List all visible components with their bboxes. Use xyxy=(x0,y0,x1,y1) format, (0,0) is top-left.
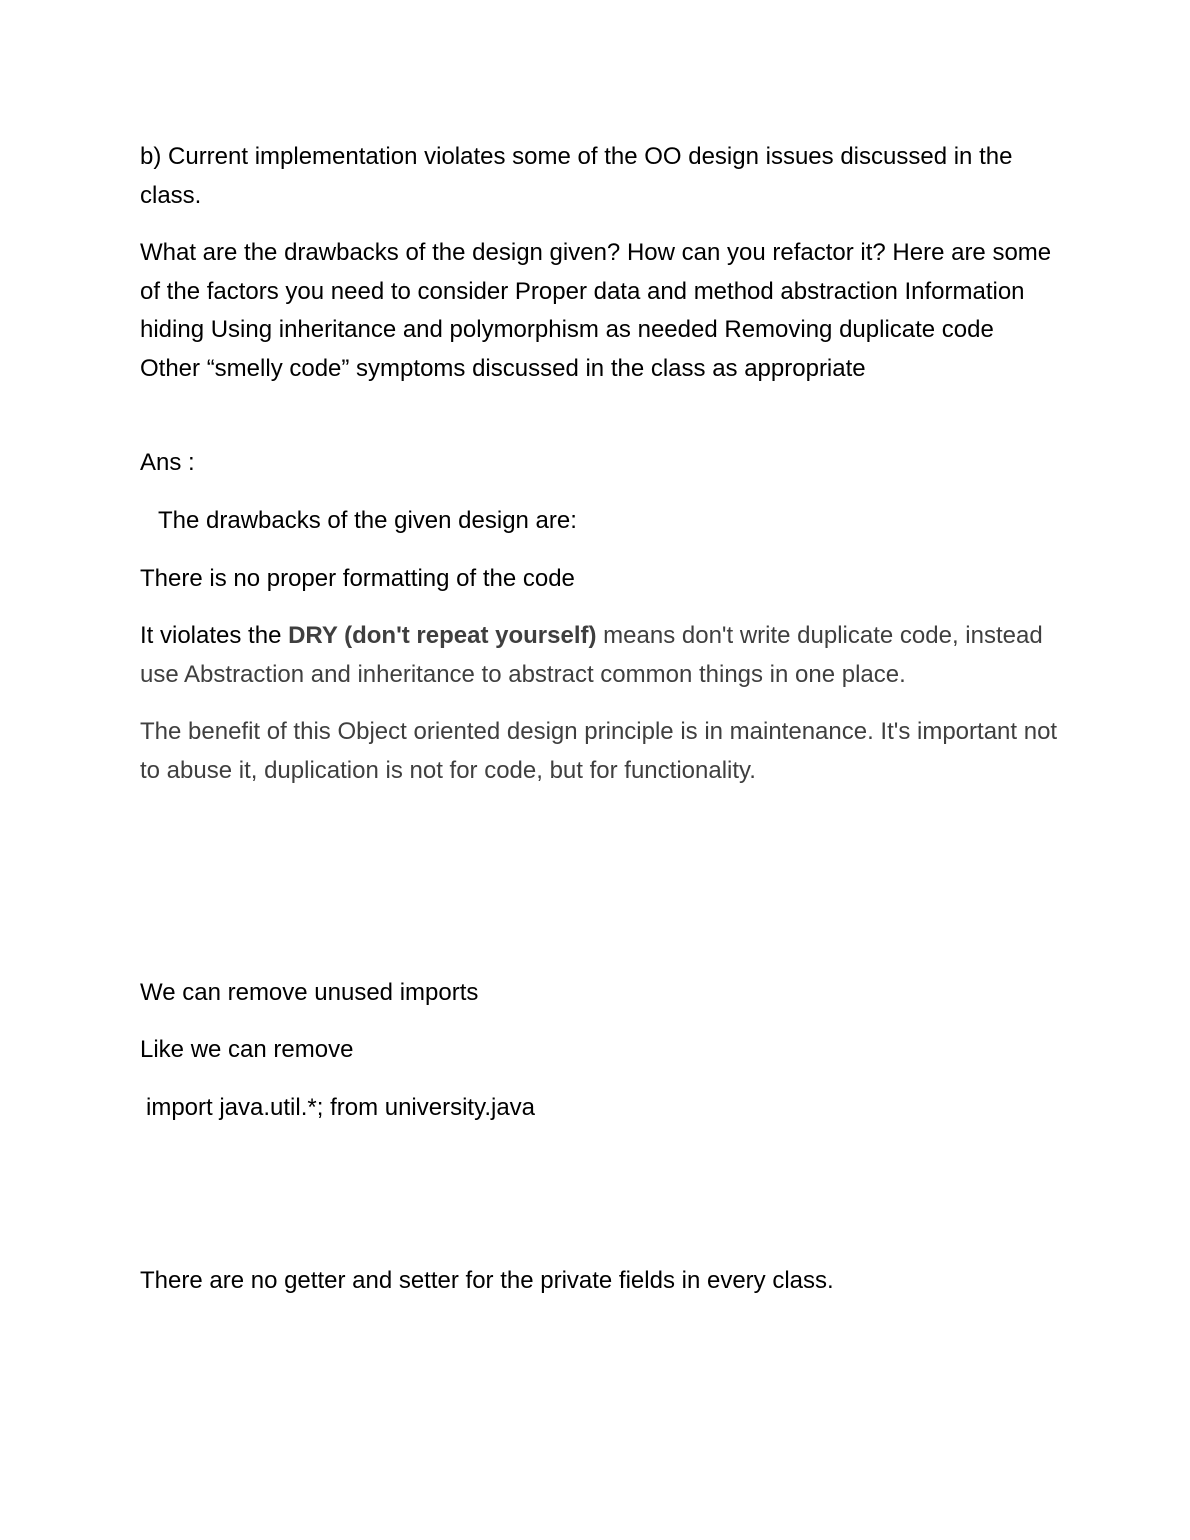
dry-paragraph xyxy=(140,617,1060,694)
question-prompt: What are the drawbacks of the design given? How can you refactor it? Here are some of the factors you need to consider Proper data and method abstraction Information hiding Using inheritance and polymorphism as needed Removing duplicate code Other “smelly code” symptoms discussed in the class as appropriate xyxy=(140,239,1052,382)
question-b: b) Current implementation violates some of the OO design issues discussed in the class. xyxy=(140,143,1013,209)
dry-bold: DRY (don't repeat yourself) xyxy=(288,622,597,649)
unused-imports-text: We can remove unused imports xyxy=(140,979,479,1006)
dry-rest: means don't write duplicate code, instead use Abstraction and inheritance to abstract common things in one place. xyxy=(140,622,1043,688)
like-remove-text: Like we can remove xyxy=(140,1036,354,1063)
getter-setter-text: There are no getter and setter for the private fields in every class. xyxy=(140,1267,834,1294)
dry-prefix: It violates the xyxy=(140,622,289,649)
no-formatting-text: There is no proper formatting of the code xyxy=(140,565,575,592)
drawbacks-intro: The drawbacks of the given design are: xyxy=(158,507,577,534)
benefit-paragraph: The benefit of this Object oriented design principle is in maintenance. It's important not to abuse it, duplication is not for code, but for functionality. xyxy=(140,718,1058,784)
import-line-text: import java.util.*; from university.java xyxy=(146,1094,536,1121)
answer-label: Ans : xyxy=(140,449,195,476)
